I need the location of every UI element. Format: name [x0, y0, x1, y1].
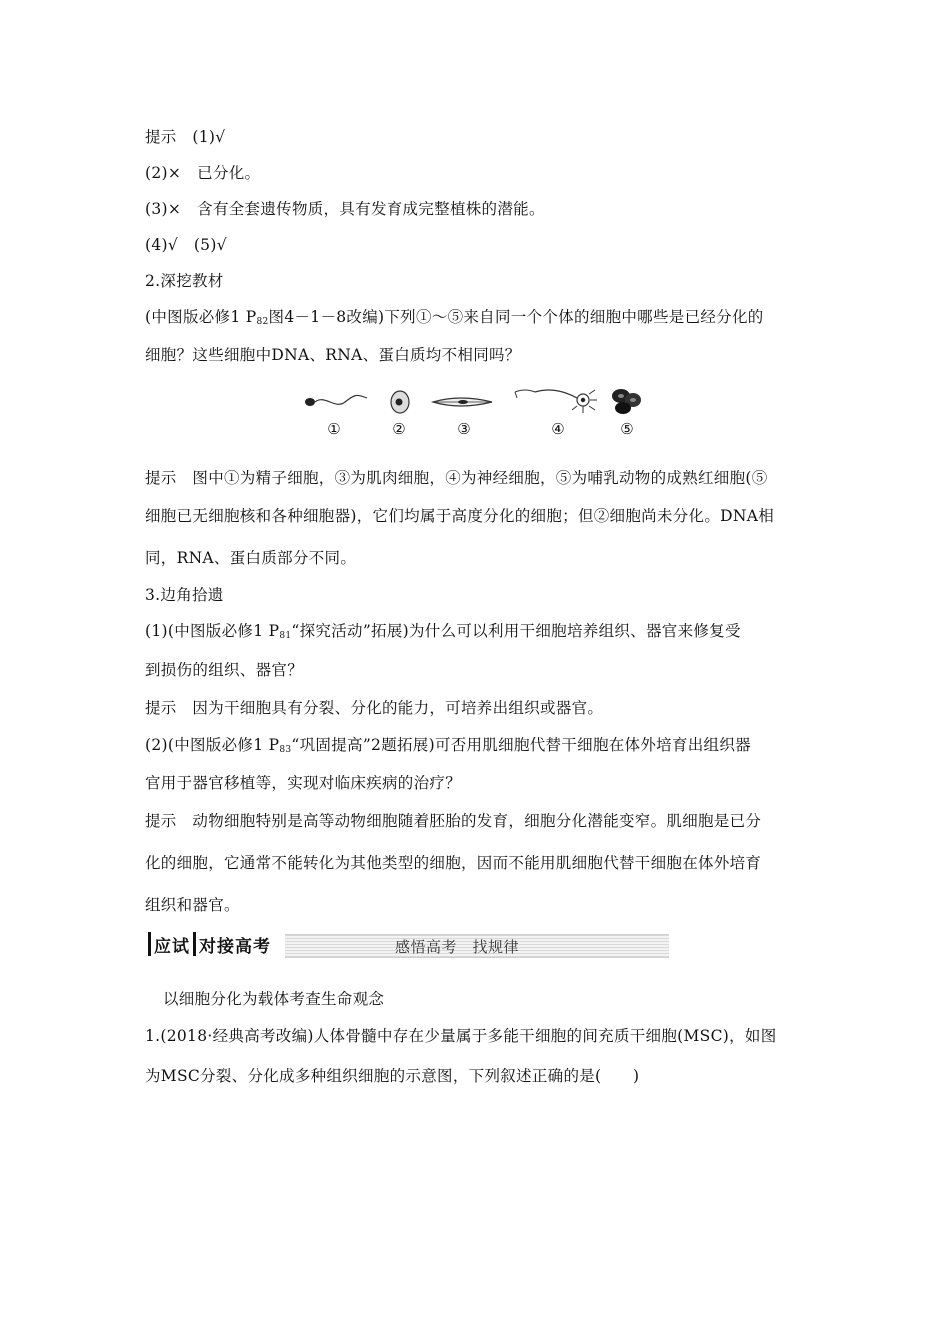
q2-text: 图4－1－8改编)下列①～⑤来自同一个个体的细胞中哪些是已经分化的 — [268, 308, 764, 326]
cells-illustration — [295, 382, 655, 422]
answer-3-text: 含有全套遗传物质，具有发育成完整植株的潜能。 — [197, 200, 545, 218]
hint-line-1: 提示 (1)√ — [145, 128, 226, 146]
q2-page-sub: 82 — [256, 317, 269, 327]
banner-bar-left — [148, 932, 151, 956]
section-2-heading: 2.深挖教材 — [145, 272, 224, 290]
muscle-cell-icon — [433, 398, 492, 406]
banner-part-1: 应试 — [154, 936, 190, 957]
q2-ref: (中图版必修1 P — [145, 308, 257, 326]
q32-page-sub: 83 — [279, 745, 292, 755]
question-3-2-line-1 — [145, 735, 815, 760]
q31-page-sub: 81 — [279, 631, 292, 641]
figure-label-4: ④ — [551, 420, 565, 438]
section-3-heading: 3.边角拾遗 — [145, 586, 224, 604]
cell-figure — [295, 382, 655, 440]
question-2-line-2: 细胞？这些细胞中DNA、RNA、蛋白质均不相同吗？ — [145, 346, 521, 364]
question-3-1-line-1 — [145, 621, 815, 646]
figure-label-2: ② — [392, 420, 406, 438]
banner-part-2: 对接高考 — [199, 936, 271, 957]
figure-label-1: ① — [327, 420, 341, 438]
question-2-line-1 — [145, 307, 815, 332]
answer-3-1: 提示 因为干细胞具有分裂、分化的能力，可培养出组织或器官。 — [145, 699, 604, 717]
answer-3-2-line-2: 化的细胞，它通常不能转化为其他类型的细胞，因而不能用肌细胞代替干细胞在体外培育 — [145, 854, 762, 872]
answer-2-text: 已分化。 — [197, 164, 261, 182]
q32-text: “巩固提高”2题拓展)可否用肌细胞代替干细胞在体外培育出组织器 — [291, 736, 751, 754]
question-3-1-line-2: 到损伤的组织、器官？ — [145, 661, 304, 679]
sperm-cell-icon — [305, 395, 367, 406]
hint-figure-line-3: 同，RNA、蛋白质部分不同。 — [145, 549, 357, 567]
q32-ref: (2)(中图版必修1 P — [145, 736, 280, 754]
section-banner — [145, 930, 525, 958]
banner-bar-mid — [193, 932, 196, 956]
hint-line-2 — [145, 163, 815, 183]
answer-2-mark: (2)× — [145, 164, 182, 182]
hint-line-3 — [145, 199, 815, 219]
topic-heading: 以细胞分化为载体考查生命观念 — [163, 990, 385, 1008]
answer-3-mark: (3)× — [145, 200, 182, 218]
hint-figure-line-1: 提示 图中①为精子细胞，③为肌肉细胞，④为神经细胞，⑤为哺乳动物的成熟红细胞(⑤ — [145, 469, 768, 487]
hint-figure-line-2: 细胞已无细胞核和各种细胞器)，它们均属于高度分化的细胞；但②细胞尚未分化。DNA相 — [145, 507, 775, 525]
red-blood-cell-icon — [612, 389, 641, 414]
q31-text: “探究活动”拓展)为什么可以利用干细胞培养组织、器官来修复受 — [291, 622, 741, 640]
figure-label-3: ③ — [457, 420, 471, 438]
hint-line-4: (4)√ (5)√ — [145, 236, 227, 254]
undifferentiated-cell-icon — [391, 391, 409, 413]
banner-title — [145, 930, 271, 958]
figure-label-5: ⑤ — [620, 420, 634, 438]
banner-tagline: 感悟高考 找规律 — [395, 938, 520, 956]
exercise-1-line-1: 1.(2018·经典高考改编)人体骨髓中存在少量属于多能干细胞的间充质干细胞(MSC)，如图 — [145, 1027, 777, 1045]
answer-3-2-line-3: 组织和器官。 — [145, 896, 240, 914]
banner-strip — [285, 934, 669, 958]
neuron-cell-icon — [515, 390, 597, 413]
answer-3-2-line-1: 提示 动物细胞特别是高等动物细胞随着胚胎的发育，细胞分化潜能变窄。肌细胞是已分 — [145, 812, 762, 830]
q31-ref: (1)(中图版必修1 P — [145, 622, 280, 640]
exercise-1-line-2: 为MSC分裂、分化成多种组织细胞的示意图，下列叙述正确的是( ) — [145, 1067, 640, 1085]
question-3-2-line-2: 官用于器官移植等，实现对临床疾病的治疗？ — [145, 774, 462, 792]
